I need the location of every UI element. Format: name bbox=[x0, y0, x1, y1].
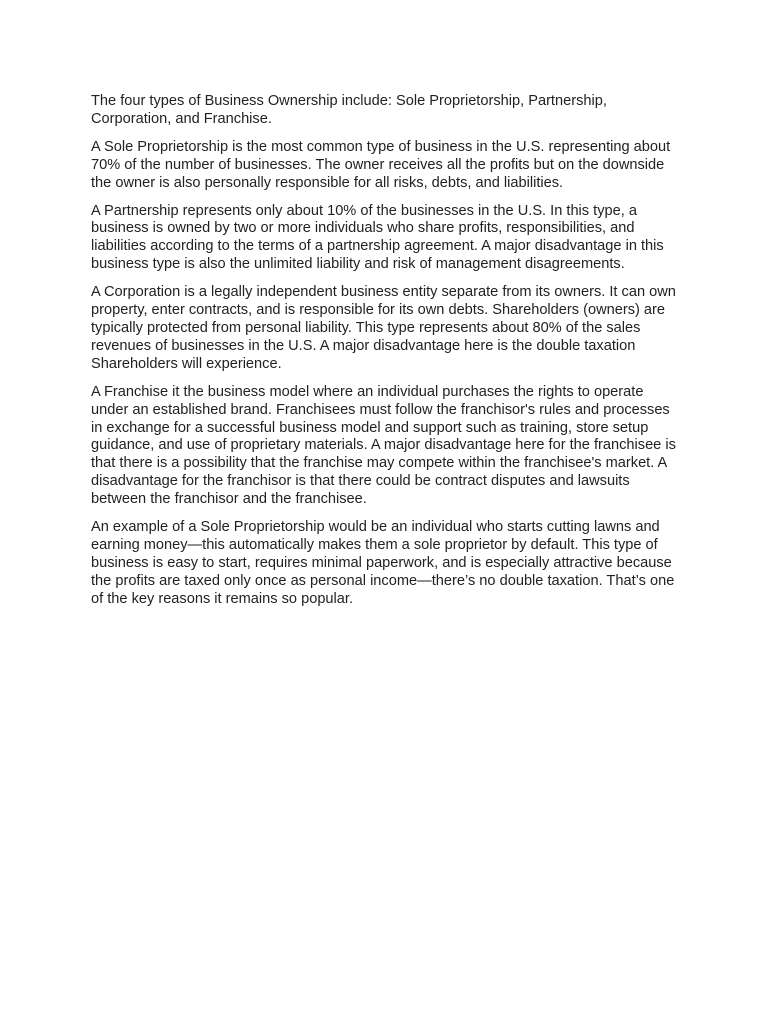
paragraph-franchise: A Franchise it the business model where an individual purchases the rights to operate under an established brand. Franchisees must follow the franchisor's rules and processes in exchange for a successful business model and support such as training, store setup guidance, and use of proprietary materials. A major disadvantage here for the franchisee is that there is a possibility that the franchise may compete within the franchisee's market. A disadvantage for the franchisor is that there could be contract disputes and lawsuits between the franchisor and the franchisee. bbox=[91, 383, 676, 508]
paragraph-intro: The four types of Business Ownership include: Sole Proprietorship, Partnership, Corporation, and Franchise. bbox=[91, 93, 607, 127]
paragraph-sole-proprietorship: A Sole Proprietorship is the most common type of business in the U.S. representing about 70% of the number of businesses. The owner receives all the profits but on the downside the owner is also personally responsible for all risks, debts, and liabilities. bbox=[91, 138, 671, 191]
paragraph-partnership: A Partnership represents only about 10% of the businesses in the U.S. In this type, a business is owned by two or more individuals who share profits, responsibilities, and liabilities according to the terms of a partnership agreement. A major disadvantage in this business type is also the unlimited liability and risk of management disagreements. bbox=[91, 202, 664, 273]
paragraph-corporation: A Corporation is a legally independent business entity separate from its owners. It can own property, enter contracts, and is responsible for its own debts. Shareholders (owners) are typically protected from personal liability. This type represents about 80% of the sales revenues of businesses in the U.S. A major disadvantage here is the double taxation Shareholders will experience. bbox=[91, 284, 676, 372]
document-body bbox=[91, 93, 681, 619]
paragraph-example: An example of a Sole Proprietorship would be an individual who starts cutting lawns and earning money—this automatically makes them a sole proprietor by default. This type of business is easy to start, requires minimal paperwork, and is especially attractive because the profits are taxed only once as personal income—there’s no double taxation. That’s one of the key reasons it remains so popular. bbox=[91, 519, 675, 607]
